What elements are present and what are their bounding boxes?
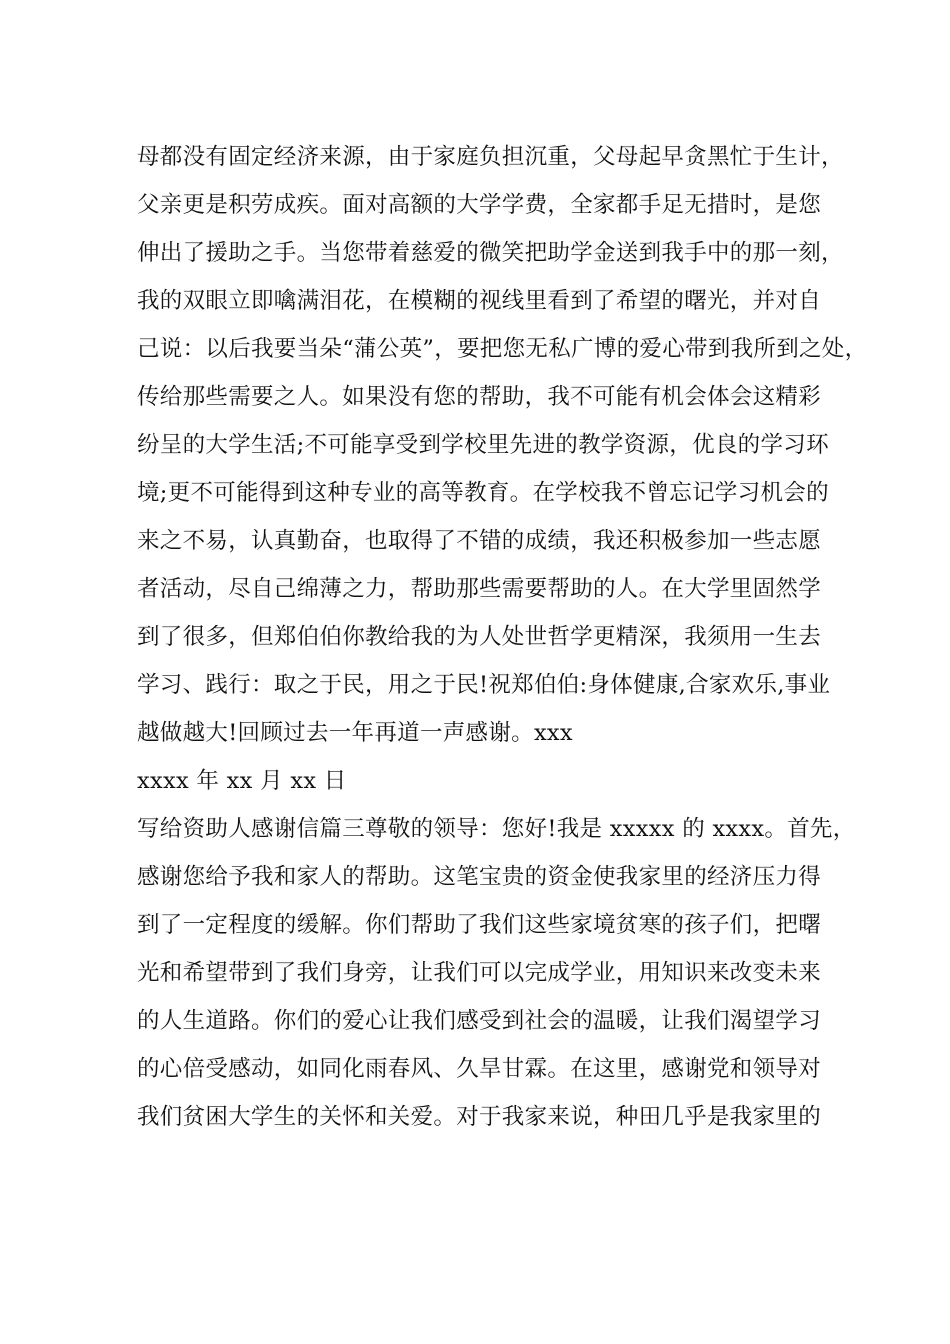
text-line-21: 我们贫困大学生的关怀和关爱。对于我家来说，种田几乎是我家里的 [137, 1104, 822, 1130]
text-line-1: 母都没有固定经济来源，由于家庭负担沉重，父母起早贪黑忙于生计， [137, 144, 844, 170]
text-line-18: 光和希望带到了我们身旁，让我们可以完成学业，用知识来改变未来 [137, 960, 822, 986]
date-line: xxxx 年 xx 月 xx 日 [137, 768, 347, 794]
text-line-8: 境;更不可能得到这种专业的高等教育。在学校我不曾忘记学习机会的 [137, 480, 829, 506]
text-line-11: 到了很多，但郑伯伯你教给我的为人处世哲学更精深，我须用一生去 [137, 624, 822, 650]
text-line-9: 来之不易，认真勤奋，也取得了不错的成绩，我还积极参加一些志愿 [137, 528, 822, 554]
text-line-13: 越做越大!回顾过去一年再道一声感谢。xxx [137, 720, 573, 746]
text-line-4: 我的双眼立即噙满泪花，在模糊的视线里看到了希望的曙光，并对自 [137, 288, 822, 314]
text-line-16: 感谢您给予我和家人的帮助。这笔宝贵的资金使我家里的经济压力得 [137, 864, 822, 890]
text-line-7: 纷呈的大学生活;不可能享受到学校里先进的教学资源，优良的学习环 [137, 432, 829, 458]
text-line-20: 的心倍受感动，如同化雨春风、久旱甘霖。在这里，感谢党和领导对 [137, 1056, 822, 1082]
text-line-2: 父亲更是积劳成疾。面对高额的大学学费，全家都手足无措时，是您 [137, 192, 822, 218]
text-line-5: 己说：以后我要当朵“蒲公英”，要把您无私广博的爱心带到我所到之处， [137, 336, 868, 362]
text-line-17: 到了一定程度的缓解。你们帮助了我们这些家境贫寒的孩子们，把曙 [137, 912, 822, 938]
text-line-15: 写给资助人感谢信篇三尊敬的领导：您好!我是 xxxxx 的 xxxx。首先， [137, 816, 856, 842]
text-line-12: 学习、践行：取之于民，用之于民!祝郑伯伯:身体健康,合家欢乐,事业 [137, 672, 831, 698]
text-line-10: 者活动，尽自己绵薄之力，帮助那些需要帮助的人。在大学里固然学 [137, 576, 822, 602]
text-line-19: 的人生道路。你们的爱心让我们感受到社会的温暖，让我们渴望学习 [137, 1008, 822, 1034]
text-line-6: 传给那些需要之人。如果没有您的帮助，我不可能有机会体会这精彩 [137, 384, 822, 410]
text-line-3: 伸出了援助之手。当您带着慈爱的微笑把助学金送到我手中的那一刻， [137, 240, 844, 266]
